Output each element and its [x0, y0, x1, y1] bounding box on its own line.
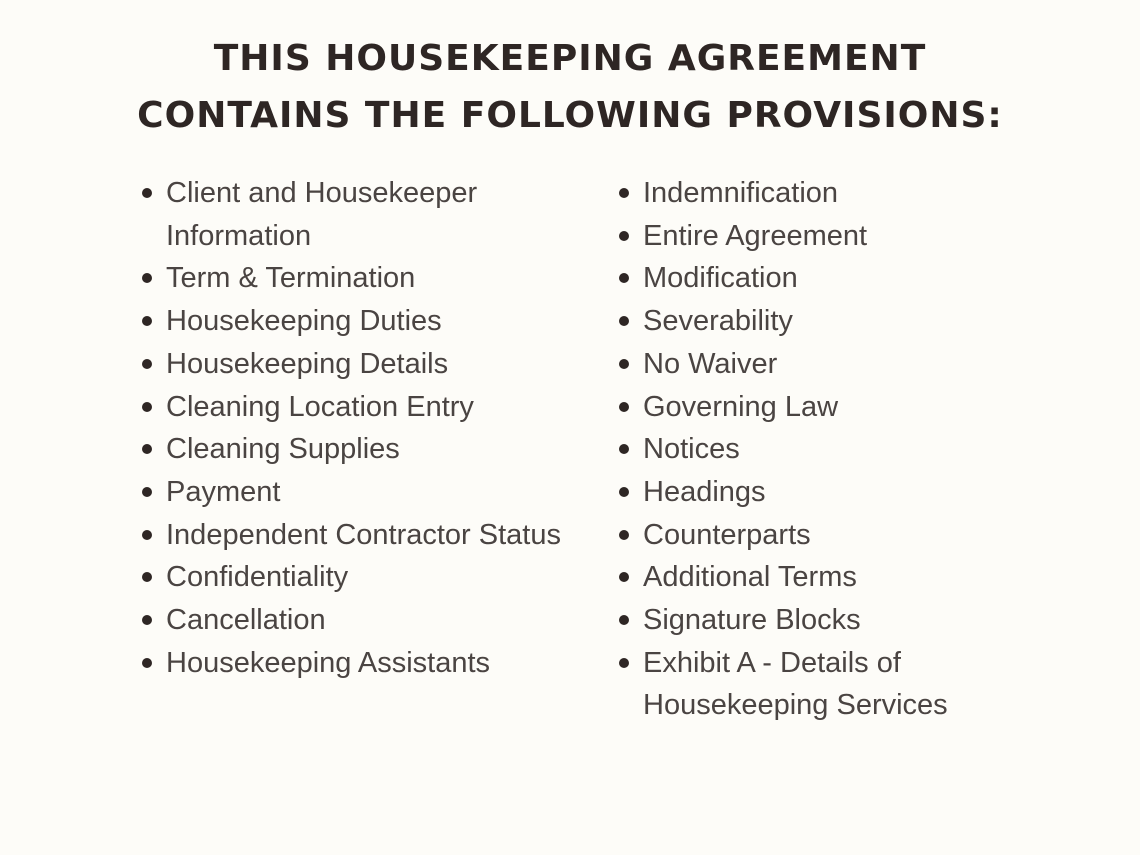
list-item: [617, 428, 1017, 471]
list-item: [140, 556, 610, 599]
list-item-text: Housekeeping Duties: [166, 305, 442, 338]
list-item-text: Entire Agreement: [643, 219, 868, 252]
list-item: [140, 172, 610, 257]
list-item-text: Signature Blocks: [643, 604, 861, 637]
list-item-text: Client and Housekeeper: [166, 177, 478, 209]
list-item-text: Cancellation: [166, 604, 326, 637]
page-title: [0, 30, 1140, 144]
list-item: [140, 514, 610, 557]
list-item: [617, 556, 1017, 599]
list-item: [617, 471, 1017, 514]
list-item-text-continued: Housekeeping Services: [643, 689, 948, 722]
list-item: [617, 300, 1017, 343]
list-item-text: Additional Terms: [643, 561, 857, 594]
list-item-text: Counterparts: [643, 518, 811, 551]
list-item-text: Housekeeping Details: [166, 347, 449, 380]
list-item: [140, 428, 610, 471]
list-item-text-continued: Information: [166, 219, 312, 252]
list-item: [617, 599, 1017, 642]
provisions-list-right: [617, 172, 1017, 727]
list-item: [140, 343, 610, 386]
list-item: [617, 386, 1017, 429]
list-item-text: Indemnification: [643, 177, 839, 209]
list-item-text: Notices: [643, 433, 740, 466]
list-item: [617, 257, 1017, 300]
list-item-text: Governing Law: [643, 390, 839, 423]
list-item: [140, 599, 610, 642]
title-line-2: CONTAINS THE FOLLOWING PROVISIONS:: [137, 95, 1003, 136]
list-item-text: No Waiver: [643, 347, 778, 380]
list-item: [617, 642, 1017, 727]
list-item-text: Cleaning Location Entry: [166, 390, 474, 423]
list-item-text: Severability: [643, 305, 793, 338]
list-item: [140, 300, 610, 343]
list-item-text: Exhibit A - Details of: [643, 646, 901, 679]
list-item-text: Housekeeping Assistants: [166, 646, 491, 679]
title-line-1: THIS HOUSEKEEPING AGREEMENT: [213, 38, 927, 79]
list-item-text: Modification: [643, 262, 798, 295]
list-item: [617, 172, 1017, 215]
list-item: [617, 514, 1017, 557]
list-item-text: Term & Termination: [166, 262, 416, 295]
provisions-list-left: [140, 172, 610, 684]
list-item: [617, 215, 1017, 258]
list-item: [140, 471, 610, 514]
list-item: [140, 642, 610, 685]
list-item: [140, 257, 610, 300]
list-item-text: Cleaning Supplies: [166, 433, 400, 466]
list-item: [140, 386, 610, 429]
list-item: [617, 343, 1017, 386]
list-item-text: Confidentiality: [166, 561, 349, 594]
list-item-text: Independent Contractor Status: [166, 518, 561, 551]
list-item-text: Headings: [643, 475, 766, 508]
list-item-text: Payment: [166, 475, 281, 508]
